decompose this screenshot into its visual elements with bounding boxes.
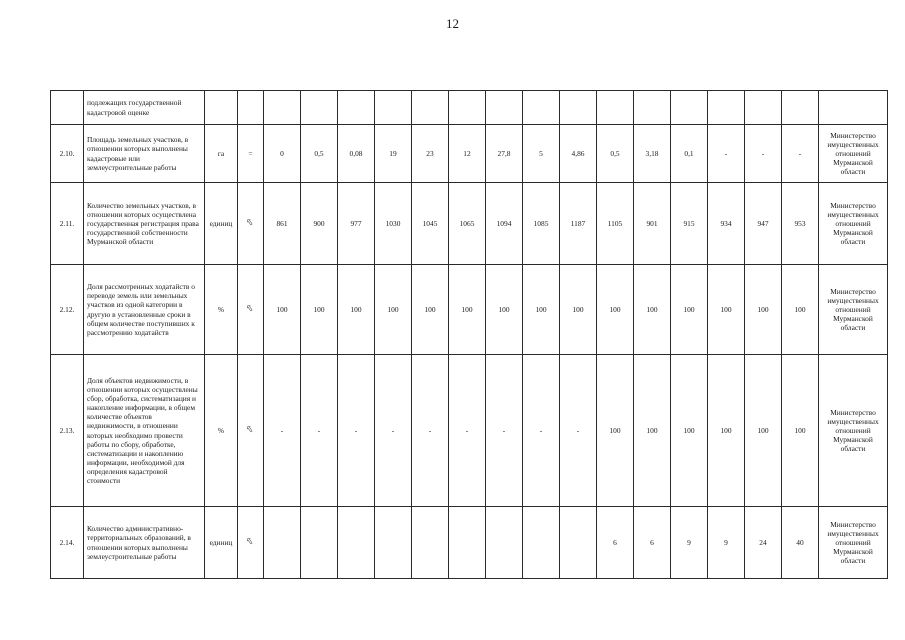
responsible-cell bbox=[819, 91, 888, 125]
row-number-cell: 2.13. bbox=[51, 355, 84, 507]
table-row bbox=[51, 183, 888, 265]
value-cell: 100 bbox=[708, 355, 745, 507]
arrow-up-right-icon: ⇧ bbox=[244, 535, 257, 549]
trend-cell bbox=[238, 507, 264, 579]
value-cell: 977 bbox=[338, 183, 375, 265]
value-cell: 9 bbox=[708, 507, 745, 579]
value-cell bbox=[486, 507, 523, 579]
value-cell: 100 bbox=[671, 265, 708, 355]
row-number-cell: 2.14. bbox=[51, 507, 84, 579]
row-number-cell: 2.11. bbox=[51, 183, 84, 265]
indicator-description-cell: подлежащих государственной кадастровой оценке bbox=[84, 91, 205, 125]
value-cell: - bbox=[708, 125, 745, 183]
value-cell: 23 bbox=[412, 125, 449, 183]
value-cell: 1094 bbox=[486, 183, 523, 265]
responsible-cell: Министерство имущественных отношений Мурманской области bbox=[819, 507, 888, 579]
indicators-table bbox=[50, 90, 888, 579]
trend-cell bbox=[238, 265, 264, 355]
value-cell: 100 bbox=[671, 355, 708, 507]
value-cell: - bbox=[338, 355, 375, 507]
value-cell: 861 bbox=[264, 183, 301, 265]
value-cell: 19 bbox=[375, 125, 412, 183]
table-row bbox=[51, 91, 888, 125]
value-cell: 100 bbox=[745, 355, 782, 507]
value-cell bbox=[264, 91, 301, 125]
value-cell: 100 bbox=[560, 265, 597, 355]
value-cell: - bbox=[523, 355, 560, 507]
value-cell: 4,86 bbox=[560, 125, 597, 183]
value-cell: 100 bbox=[264, 265, 301, 355]
value-cell bbox=[745, 91, 782, 125]
table-row bbox=[51, 355, 888, 507]
value-cell: 9 bbox=[671, 507, 708, 579]
trend-cell bbox=[238, 183, 264, 265]
value-cell bbox=[634, 91, 671, 125]
responsible-cell: Министерство имущественных отношений Мурманской области bbox=[819, 265, 888, 355]
value-cell: 3,18 bbox=[634, 125, 671, 183]
value-cell: 900 bbox=[301, 183, 338, 265]
responsible-cell: Министерство имущественных отношений Мурманской области bbox=[819, 125, 888, 183]
indicator-description-cell: Доля рассмотренных ходатайств о переводе земель или земельных участков из одной категории в другую в установленные сроки в общем количестве поступивших к рассмотрению ходатайств bbox=[84, 265, 205, 355]
indicator-description-cell: Количество земельных участков, в отношении которых осуществлена государственная регистрация права государственной собственности Мурманской области bbox=[84, 183, 205, 265]
value-cell bbox=[375, 91, 412, 125]
value-cell bbox=[375, 507, 412, 579]
value-cell: 100 bbox=[412, 265, 449, 355]
value-cell: - bbox=[745, 125, 782, 183]
row-number-cell: 2.12. bbox=[51, 265, 84, 355]
page-number: 12 bbox=[446, 16, 459, 31]
indicator-description-cell: Площадь земельных участков, в отношении которых выполнены кадастровые или землеустроительные работы bbox=[84, 125, 205, 183]
value-cell: 1065 bbox=[449, 183, 486, 265]
table-body bbox=[51, 91, 888, 579]
value-cell: 100 bbox=[375, 265, 412, 355]
value-cell: 100 bbox=[597, 355, 634, 507]
value-cell bbox=[560, 507, 597, 579]
unit-cell: единиц bbox=[205, 183, 238, 265]
value-cell: 5 bbox=[523, 125, 560, 183]
indicator-description-cell: Доля объектов недвижимости, в отношении которых осуществлены сбор, обработка, систематизация и накопление информации, в общем количестве объектов недвижимости, в отношении которых необходимо провести работы по сбору, обработке, систематизации и накоплению информации, необходимой для определения кадастровой стоимости bbox=[84, 355, 205, 507]
responsible-cell: Министерство имущественных отношений Мурманской области bbox=[819, 183, 888, 265]
value-cell bbox=[597, 91, 634, 125]
value-cell bbox=[671, 91, 708, 125]
value-cell bbox=[338, 507, 375, 579]
indicator-description-cell: Количество административно-территориальных образований, в отношении которых выполнены землеустроительные работы bbox=[84, 507, 205, 579]
unit-cell: га bbox=[205, 125, 238, 183]
unit-cell: % bbox=[205, 355, 238, 507]
trend-cell bbox=[238, 355, 264, 507]
value-cell: 1187 bbox=[560, 183, 597, 265]
value-cell: - bbox=[301, 355, 338, 507]
value-cell: 1045 bbox=[412, 183, 449, 265]
value-cell bbox=[523, 507, 560, 579]
value-cell bbox=[449, 507, 486, 579]
trend-cell bbox=[238, 91, 264, 125]
value-cell: 100 bbox=[486, 265, 523, 355]
value-cell bbox=[708, 91, 745, 125]
value-cell: 40 bbox=[782, 507, 819, 579]
value-cell bbox=[523, 91, 560, 125]
value-cell bbox=[412, 91, 449, 125]
value-cell: 915 bbox=[671, 183, 708, 265]
value-cell: 100 bbox=[708, 265, 745, 355]
value-cell: 100 bbox=[449, 265, 486, 355]
unit-cell bbox=[205, 91, 238, 125]
value-cell: 953 bbox=[782, 183, 819, 265]
value-cell bbox=[412, 507, 449, 579]
value-cell: 947 bbox=[745, 183, 782, 265]
value-cell bbox=[560, 91, 597, 125]
unit-cell: % bbox=[205, 265, 238, 355]
value-cell: 934 bbox=[708, 183, 745, 265]
value-cell bbox=[301, 91, 338, 125]
table-row bbox=[51, 265, 888, 355]
value-cell: 100 bbox=[338, 265, 375, 355]
value-cell bbox=[486, 91, 523, 125]
value-cell: 24 bbox=[745, 507, 782, 579]
value-cell: 0,1 bbox=[671, 125, 708, 183]
value-cell: 27,8 bbox=[486, 125, 523, 183]
value-cell: 1085 bbox=[523, 183, 560, 265]
row-number-cell bbox=[51, 91, 84, 125]
value-cell: 100 bbox=[523, 265, 560, 355]
value-cell: 0,5 bbox=[301, 125, 338, 183]
value-cell: - bbox=[486, 355, 523, 507]
value-cell: 100 bbox=[301, 265, 338, 355]
value-cell: 6 bbox=[634, 507, 671, 579]
value-cell bbox=[449, 91, 486, 125]
value-cell: 12 bbox=[449, 125, 486, 183]
value-cell: 100 bbox=[597, 265, 634, 355]
value-cell: 0 bbox=[264, 125, 301, 183]
arrow-up-right-icon: ⇧ bbox=[244, 216, 257, 230]
trend-cell bbox=[238, 125, 264, 183]
equals-icon: = bbox=[248, 148, 253, 158]
value-cell: 901 bbox=[634, 183, 671, 265]
value-cell: - bbox=[782, 125, 819, 183]
value-cell: - bbox=[412, 355, 449, 507]
value-cell: 1030 bbox=[375, 183, 412, 265]
value-cell: 0,5 bbox=[597, 125, 634, 183]
arrow-up-right-icon: ⇧ bbox=[244, 302, 257, 316]
arrow-up-right-icon: ⇧ bbox=[244, 423, 257, 437]
value-cell: 100 bbox=[634, 265, 671, 355]
value-cell: 1105 bbox=[597, 183, 634, 265]
responsible-cell: Министерство имущественных отношений Мурманской области bbox=[819, 355, 888, 507]
value-cell: 100 bbox=[782, 355, 819, 507]
value-cell: - bbox=[264, 355, 301, 507]
value-cell: 100 bbox=[782, 265, 819, 355]
value-cell: 100 bbox=[745, 265, 782, 355]
value-cell: 0,08 bbox=[338, 125, 375, 183]
value-cell bbox=[338, 91, 375, 125]
value-cell: - bbox=[375, 355, 412, 507]
value-cell: - bbox=[449, 355, 486, 507]
value-cell bbox=[782, 91, 819, 125]
table-row bbox=[51, 507, 888, 579]
value-cell bbox=[264, 507, 301, 579]
value-cell: 6 bbox=[597, 507, 634, 579]
table-row bbox=[51, 125, 888, 183]
value-cell: 100 bbox=[634, 355, 671, 507]
value-cell: - bbox=[560, 355, 597, 507]
row-number-cell: 2.10. bbox=[51, 125, 84, 183]
unit-cell: единиц bbox=[205, 507, 238, 579]
value-cell bbox=[301, 507, 338, 579]
